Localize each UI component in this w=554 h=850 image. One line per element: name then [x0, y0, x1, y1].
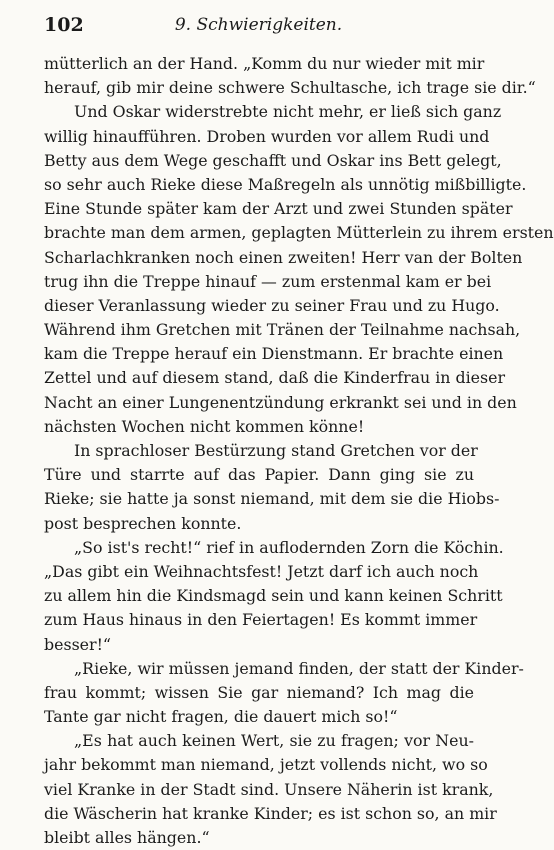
- text-line: „Rieke, wir müssen jemand finden, der statt der Kinder-: [74, 658, 524, 678]
- text-line: „Das gibt ein Weihnachtsfest! Jetzt darf ich auch noch: [44, 561, 479, 581]
- body-text: [44, 52, 554, 850]
- text-line: jahr bekommt man niemand, jetzt vollends nicht, wo so: [44, 755, 488, 775]
- text-line: Zettel und auf diesem stand, daß die Kinderfrau in dieser: [44, 368, 506, 388]
- text-line: post besprechen konnte.: [44, 513, 242, 533]
- text-line: Scharlachkranken noch einen zweiten! Herr van der Bolten: [44, 247, 523, 267]
- text-line: brachte man dem armen, geplagten Mütterlein zu ihrem ersten: [44, 223, 554, 243]
- chapter-running-head: 9. Schwierigkeiten.: [174, 15, 343, 35]
- text-line: die Wäscherin hat kranke Kinder; es ist schon so, an mir: [44, 803, 497, 823]
- text-line: viel Kranke in der Stadt sind. Unsere Näherin ist krank,: [44, 779, 494, 799]
- text-line: Rieke; sie hatte ja sonst niemand, mit dem sie die Hiobs-: [44, 489, 500, 509]
- text-line: zum Haus hinaus in den Feiertagen! Es kommt immer: [44, 610, 478, 630]
- text-line: so sehr auch Rieke diese Maßregeln als unnötig mißbilligte.: [44, 174, 527, 194]
- text-line: Tante gar nicht fragen, die dauert mich so!“: [44, 707, 398, 727]
- text-line: herauf, gib mir deine schwere Schultasche, ich trage sie dir.“: [44, 78, 536, 98]
- text-line: besser!“: [44, 634, 111, 654]
- text-line: nächsten Wochen nicht kommen könne!: [44, 416, 365, 436]
- text-line: dieser Veranlassung wieder zu seiner Frau und zu Hugo.: [44, 295, 500, 315]
- text-line: Und Oskar widerstrebte nicht mehr, er ließ sich ganz: [74, 102, 502, 122]
- page-number: 102: [44, 14, 84, 36]
- text-line: mütterlich an der Hand. „Komm du nur wieder mit mir: [44, 54, 485, 73]
- text-line: zu allem hin die Kindsmagd sein und kann keinen Schritt: [44, 586, 503, 606]
- text-line: „So ist's recht!“ rief in auflodernden Zorn die Köchin.: [74, 537, 504, 557]
- text-line: bleibt alles hängen.“: [44, 828, 210, 847]
- text-line: willig hinaufführen. Droben wurden vor allem Rudi und: [44, 126, 490, 146]
- page-header: [44, 14, 473, 42]
- text-line: Eine Stunde später kam der Arzt und zwei Stunden später: [44, 199, 513, 219]
- text-line: Türe und starrte auf das Papier. Dann ging sie zu: [44, 465, 474, 485]
- text-line: Betty aus dem Wege geschafft und Oskar ins Bett gelegt,: [44, 150, 502, 170]
- text-line: kam die Treppe herauf ein Dienstmann. Er brachte einen: [44, 344, 504, 364]
- text-line: „Es hat auch keinen Wert, sie zu fragen; vor Neu-: [74, 731, 474, 751]
- text-line: Nacht an einer Lungenentzündung erkrankt sei und in den: [44, 392, 517, 412]
- text-line: frau kommt; wissen Sie gar niemand? Ich mag die: [44, 682, 474, 702]
- text-line: trug ihn die Treppe hinauf — zum erstenmal kam er bei: [44, 271, 492, 291]
- text-line: Während ihm Gretchen mit Tränen der Teilnahme nachsah,: [44, 320, 521, 340]
- text-line: In sprachloser Bestürzung stand Gretchen vor der: [74, 441, 478, 460]
